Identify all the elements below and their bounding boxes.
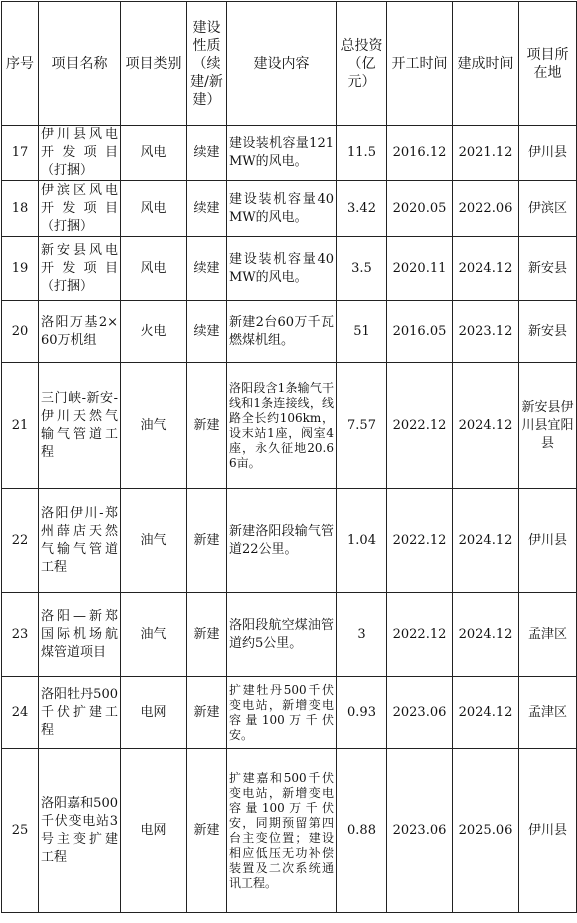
cell-nature: 新建 (187, 677, 227, 749)
cell-location: 孟津区 (519, 593, 577, 677)
header-start: 开工时间 (387, 2, 453, 126)
cell-category: 电网 (121, 677, 187, 749)
cell-end: 2022.06 (453, 181, 519, 237)
cell-investment: 0.93 (337, 677, 387, 749)
table-row (2, 301, 577, 363)
cell-category: 油气 (121, 489, 187, 593)
cell-category: 风电 (121, 237, 187, 301)
cell-content: 洛阳段航空煤油管道约5公里。 (227, 593, 337, 677)
cell-nature: 新建 (187, 749, 227, 913)
cell-content: 建设装机容量121MW的风电。 (227, 126, 337, 181)
cell-nature: 新建 (187, 489, 227, 593)
table-row (2, 363, 577, 489)
cell-start: 2016.05 (387, 301, 453, 363)
cell-content: 建设装机容量40MW的风电。 (227, 181, 337, 237)
cell-investment: 0.88 (337, 749, 387, 913)
cell-investment: 3 (337, 593, 387, 677)
cell-start: 2023.06 (387, 677, 453, 749)
cell-content: 扩建嘉和500千伏变电站，新增变电容量100万千伏安，同期预留第四台主变位置；建设相应低压无功补偿装置及二次系统通讯工程。 (227, 749, 337, 913)
table-row (2, 237, 577, 301)
cell-content: 新建洛阳段输气管道22公里。 (227, 489, 337, 593)
table-row (2, 749, 577, 913)
header-no: 序号 (2, 2, 39, 126)
cell-no: 22 (2, 489, 39, 593)
cell-name: 伊滨区风电开发项目（打捆） (39, 181, 121, 237)
cell-investment: 11.5 (337, 126, 387, 181)
cell-location: 新安县伊川县宜阳县 (519, 363, 577, 489)
cell-no: 19 (2, 237, 39, 301)
cell-location: 新安县 (519, 301, 577, 363)
cell-nature: 续建 (187, 237, 227, 301)
header-category: 项目类别 (121, 2, 187, 126)
project-table (1, 1, 577, 913)
cell-end: 2021.12 (453, 126, 519, 181)
cell-name: 洛阳嘉和500千伏变电站3号主变扩建工程 (39, 749, 121, 913)
cell-content: 新建2台60万千瓦燃煤机组。 (227, 301, 337, 363)
cell-category: 风电 (121, 126, 187, 181)
cell-start: 2022.12 (387, 593, 453, 677)
cell-name: 洛阳伊川-郑州薛店天然气输气管道工程 (39, 489, 121, 593)
cell-name: 洛阳—新郑国际机场航煤管道项目 (39, 593, 121, 677)
cell-content: 建设装机容量40MW的风电。 (227, 237, 337, 301)
cell-investment: 3.42 (337, 181, 387, 237)
cell-start: 2023.06 (387, 749, 453, 913)
table-row (2, 593, 577, 677)
cell-start: 2022.12 (387, 363, 453, 489)
cell-end: 2024.12 (453, 237, 519, 301)
cell-category: 风电 (121, 181, 187, 237)
cell-no: 20 (2, 301, 39, 363)
header-name: 项目名称 (39, 2, 121, 126)
header-row (2, 2, 577, 126)
cell-nature: 新建 (187, 363, 227, 489)
cell-category: 油气 (121, 363, 187, 489)
cell-no: 24 (2, 677, 39, 749)
cell-end: 2023.12 (453, 301, 519, 363)
cell-nature: 续建 (187, 301, 227, 363)
header-content: 建设内容 (227, 2, 337, 126)
cell-end: 2024.12 (453, 677, 519, 749)
cell-investment: 1.04 (337, 489, 387, 593)
cell-name: 洛阳牡丹500千伏扩建工程 (39, 677, 121, 749)
cell-location: 伊川县 (519, 126, 577, 181)
cell-category: 电网 (121, 749, 187, 913)
table-row (2, 677, 577, 749)
cell-end: 2024.12 (453, 593, 519, 677)
cell-category: 油气 (121, 593, 187, 677)
cell-location: 新安县 (519, 237, 577, 301)
table-row (2, 489, 577, 593)
cell-no: 23 (2, 593, 39, 677)
header-investment: 总投资（亿元） (337, 2, 387, 126)
cell-start: 2020.05 (387, 181, 453, 237)
cell-start: 2022.12 (387, 489, 453, 593)
cell-start: 2016.12 (387, 126, 453, 181)
cell-name: 新安县风电开发项目（打捆） (39, 237, 121, 301)
cell-location: 伊川县 (519, 749, 577, 913)
cell-nature: 续建 (187, 181, 227, 237)
cell-nature: 新建 (187, 593, 227, 677)
cell-no: 17 (2, 126, 39, 181)
cell-content: 扩建牡丹500千伏变电站，新增变电容量100万千伏安。 (227, 677, 337, 749)
cell-location: 伊滨区 (519, 181, 577, 237)
cell-end: 2024.12 (453, 489, 519, 593)
cell-start: 2020.11 (387, 237, 453, 301)
header-nature: 建设性质（续建/新建） (187, 2, 227, 126)
cell-no: 18 (2, 181, 39, 237)
cell-investment: 3.5 (337, 237, 387, 301)
cell-name: 伊川县风电开发项目（打捆） (39, 126, 121, 181)
cell-location: 孟津区 (519, 677, 577, 749)
cell-content: 洛阳段含1条输气干线和1条连接线，线路全长约106km，设末站1座，阀室4座，永久征地20.66亩。 (227, 363, 337, 489)
header-end: 建成时间 (453, 2, 519, 126)
table-row (2, 126, 577, 181)
cell-end: 2025.06 (453, 749, 519, 913)
cell-category: 火电 (121, 301, 187, 363)
table-row (2, 181, 577, 237)
cell-investment: 7.57 (337, 363, 387, 489)
cell-no: 21 (2, 363, 39, 489)
cell-name: 洛阳万基2×60万机组 (39, 301, 121, 363)
header-location: 项目所在地 (519, 2, 577, 126)
cell-nature: 续建 (187, 126, 227, 181)
cell-investment: 51 (337, 301, 387, 363)
cell-name: 三门峡-新安-伊川天然气输气管道工程 (39, 363, 121, 489)
cell-location: 伊川县 (519, 489, 577, 593)
cell-end: 2024.12 (453, 363, 519, 489)
cell-no: 25 (2, 749, 39, 913)
